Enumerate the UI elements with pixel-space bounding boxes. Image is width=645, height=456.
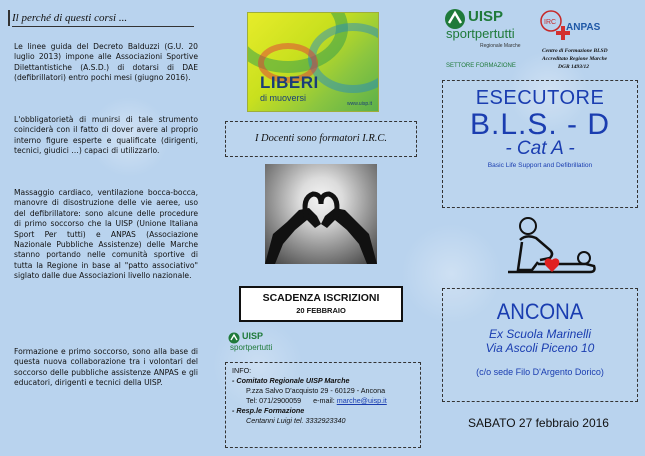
info-resp: - Resp.le Formazione	[232, 406, 305, 415]
anpas-logo	[538, 8, 638, 78]
email-link[interactable]: marche@uisp.it	[336, 396, 387, 405]
liberi-logo-subtitle: di muoversi	[260, 93, 307, 103]
course-cat: - Cat A -	[505, 138, 575, 159]
uisp-sport: sportpertutti	[446, 26, 515, 41]
right-panel	[432, 0, 645, 456]
course-esecutore: ESECUTORE	[475, 87, 605, 109]
info-org: - Comitato Regionale UISP Marche	[232, 376, 350, 385]
deadline-title: SCADENZA ISCRIZIONI	[262, 292, 380, 304]
liberi-logo-title: LIBERI	[260, 73, 319, 92]
cpr-icon	[498, 210, 598, 286]
info-email-label: e-mail:	[313, 396, 335, 405]
course-bls: B.L.S. - D	[469, 108, 611, 141]
info-box	[225, 362, 421, 448]
paragraph-decreto: Le linee guida del Decreto Balduzzi (G.U. 20 luglio 2013) impone alle Associazioni Sportive Dilettantistiche (A.S.D.) di dotarsi di DAE (defibrillatori) entro pochi mesi (giugno 2016).	[14, 42, 198, 83]
venue-box	[442, 288, 638, 402]
info-tel: Tel: 071/2900059	[246, 396, 302, 405]
anpas-line-2: Accreditato Regione Marche	[542, 56, 608, 62]
paragraph-massaggio: Massaggio cardiaco, ventilazione bocca-bocca, manovre di disostruzione delle vie aeree, uso del defibrillatore: sono alcune delle procedure di primo soccorso che la UISP (Unione Italiana Sport Per tutti) e ANPAS (Associazione Nazionale Pubbliche Assistenze) delle Marche stanno portando nelle comunità sportive di tutta la Regione in base al "patto associativo" siglato dalle due Associazioni livello nazionale.	[14, 188, 198, 281]
section-title: Il perché di questi corsi ...	[12, 12, 194, 27]
course-title-box	[442, 80, 638, 208]
course-date: SABATO 27 febbraio 2016	[468, 416, 609, 430]
uisp-word: UISP	[468, 8, 504, 25]
anpas-line-3: DGR 1493/12	[558, 64, 590, 70]
paragraph-formazione: Formazione e primo soccorso, sono alla base di questa nuova collaborazione tra i volontari del soccorso delle pubbliche assistenze ANPAS e gli educatori, dirigenti e tecnici della UISP.	[14, 347, 198, 388]
deadline-date: 20 FEBBRAIO	[296, 306, 346, 315]
info-address: P.zza Salvo D'acquisto 29 - 60129 - Ancona	[246, 386, 386, 395]
info-resp-name: Centanni Luigi tel. 3332923340	[246, 416, 346, 425]
anpas-line-1: Centro di Formazione BLSD	[542, 48, 608, 54]
info-contacts	[232, 396, 414, 406]
uisp-small-sub: sportpertutti	[230, 343, 273, 352]
venue-city: ANCONA	[496, 299, 584, 324]
center-panel	[215, 0, 429, 456]
venue-line-3: (c/o sede Filo D'Argento Dorico)	[476, 367, 604, 377]
uisp-logo	[442, 8, 534, 69]
uisp-sector: SETTORE FORMAZIONE	[446, 63, 516, 69]
paragraph-obbligatorieta: L'obbligatorietà di munirsi di tale strumento coinciderà con il fatto di dover avere al proprio interno figure esperte e qualificate (dirigenti, tecnici, giudici …) capaci di utilizzarlo.	[14, 115, 198, 156]
uisp-small-word: UISP	[242, 331, 264, 341]
heart-hands-photo	[265, 164, 377, 264]
deadline-box	[239, 286, 403, 322]
venue-line-1: Ex Scuola Marinelli	[488, 327, 592, 341]
irc-label: IRC	[544, 19, 557, 26]
info-label: INFO:	[232, 366, 252, 375]
liberi-logo-url: www.uisp.it	[346, 101, 372, 107]
anpas-word: ANPAS	[566, 22, 601, 33]
uisp-region: Regionale Marche	[480, 43, 521, 49]
uisp-small-logo	[228, 331, 278, 357]
docenti-box: I Docenti sono formatori I.R.C.	[225, 121, 417, 157]
course-basic: Basic Life Support and Defibrillation	[487, 162, 593, 169]
liberi-logo	[247, 12, 379, 112]
venue-line-2: Via Ascoli Piceno 10	[485, 341, 595, 355]
left-panel	[0, 0, 212, 456]
